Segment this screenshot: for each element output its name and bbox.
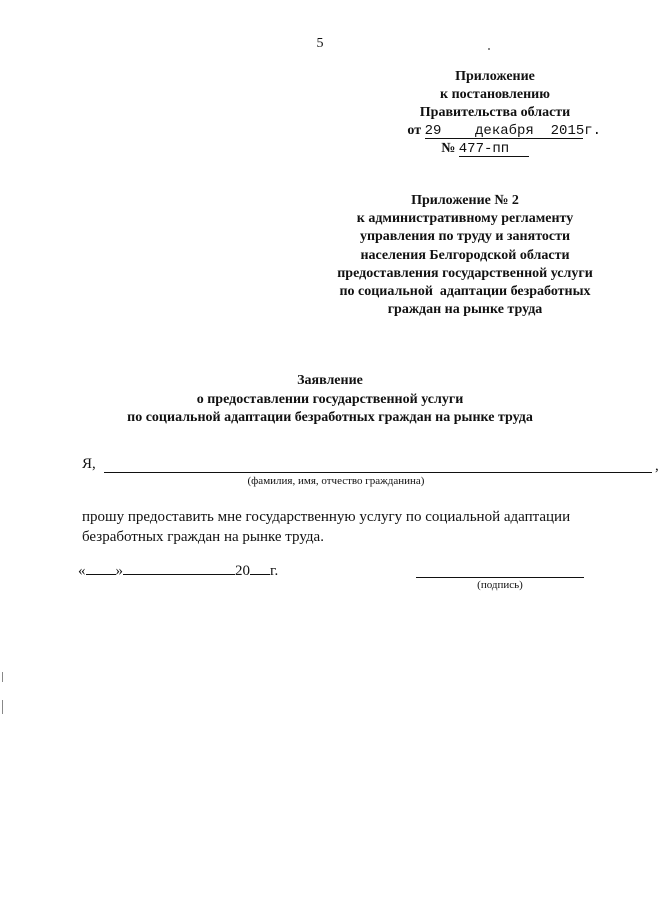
scan-speck [488,48,490,50]
application-title-line: о предоставлении государственной услуги [196,391,464,407]
decree-number-value: 477-пп [459,142,529,157]
appendix-decree-line3: Правительства области [419,105,571,120]
date-century: 20 [235,563,250,579]
scan-edge-mark [2,672,3,682]
decree-number-line [360,140,630,158]
decree-date-day: 29 [424,123,442,139]
regulation-line: управления по труду и занятости [359,229,571,245]
request-text: прошу предоставить мне государственную услугу по социальной адаптации безработных граждан на рынке труда. [82,509,571,545]
date-open-quote: « [78,563,86,579]
appendix-regulation-block [300,192,630,319]
regulation-line: по социальной адаптации безработных [339,284,591,300]
application-title-line: Заявление [297,373,363,388]
decree-date-value [424,123,602,139]
year-blank[interactable] [250,562,270,575]
regulation-line: населения Белгородской области [360,247,570,263]
month-blank[interactable] [123,562,235,575]
regulation-line: предоставления государственной услуги [337,265,593,281]
date-field [78,562,278,580]
application-title-line: по социальной адаптации безработных граждан на рынке труда [127,410,533,425]
day-blank[interactable] [86,562,116,575]
regulation-line: Приложение № 2 [411,193,519,208]
applicant-name-field[interactable] [104,472,652,473]
decree-date-year: 2015г. [550,123,602,139]
decree-date-line [360,122,630,140]
regulation-line: к административному регламенту [356,211,574,227]
applicant-name-caption: (фамилия, имя, отчество гражданина) [247,475,425,487]
scan-edge-mark [2,700,3,714]
signature-caption: (подпись) [477,579,523,591]
appendix-decree-block [360,68,630,158]
appendix-decree-line1: Приложение [455,69,535,84]
decree-date-month: декабря [475,123,534,139]
date-year-suffix: г. [270,563,279,579]
decree-date-prefix: от [407,123,422,138]
appendix-decree-line2: к постановлению [440,87,550,102]
application-title [0,372,660,428]
decree-number-prefix: № [441,141,456,156]
applicant-suffix: , [655,458,659,474]
signature-field[interactable] [416,577,584,578]
page-number: 5 [316,36,324,51]
applicant-name-row [82,456,659,476]
applicant-prefix: Я, [82,456,96,472]
regulation-line: граждан на рынке труда [387,302,543,318]
date-close-quote: » [115,563,123,579]
